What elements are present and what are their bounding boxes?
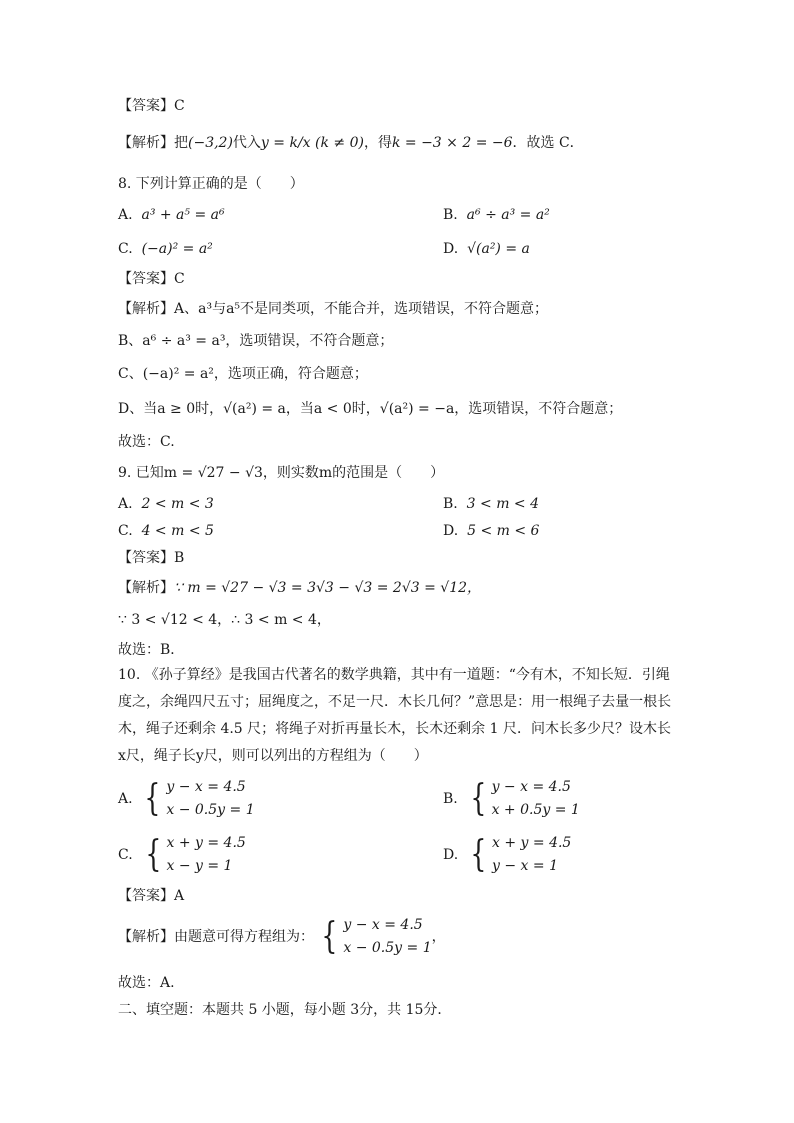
q9-option-a [118, 494, 214, 514]
q8-option-d [443, 239, 530, 259]
q10-answer: 【答案】A [118, 888, 185, 904]
q10-analysis-tail: ， [431, 929, 446, 945]
q10-option-c-system [142, 832, 246, 878]
q10-option-c [118, 832, 246, 878]
q10-option-d-eq1: x + y = 4.5 [492, 835, 572, 851]
q10-option-a-label: A. [118, 791, 133, 807]
brace-icon: { [470, 834, 487, 875]
q10-option-d-eq2: y − x = 1 [492, 858, 558, 874]
q10-option-b-eq2: x + 0.5y = 1 [491, 802, 580, 818]
q10-option-d-label: D. [443, 847, 459, 863]
q10-analysis-label: 【解析】 [118, 929, 174, 945]
section2-heading: 二、填空题：本题共 5 小题，每小题 3分，共 15分． [118, 1002, 452, 1018]
q9-analysis-1 [118, 578, 481, 598]
q10-stem-line-1: 10. 《孙子算经》是我国古代著名的数学典籍，其中有一道题：“今有木，不知长短．引绳 [118, 667, 670, 683]
brace-icon: { [470, 778, 487, 819]
q7-analysis-label: 【解析】 [118, 135, 174, 151]
q10-option-a [118, 776, 255, 822]
q10-stem-line-2: 度之，余绳四尺五寸；屈绳度之，不足一尺．木长几何？”意思是：用一根绳子去量一根长 [118, 694, 672, 710]
q9-option-c [118, 521, 214, 541]
q9-option-c-label: C. [118, 523, 133, 539]
q8-stem: 8. 下列计算正确的是（ ） [118, 176, 304, 192]
q10-option-b-system [467, 776, 580, 822]
q9-answer: 【答案】B [118, 550, 185, 566]
q8-conclusion: 故选：C. [118, 434, 175, 450]
q10-option-b-eq1: y − x = 4.5 [491, 779, 571, 795]
q10-option-b-label: B. [443, 791, 458, 807]
q10-analysis-eq1: y − x = 4.5 [343, 917, 423, 933]
q8-option-c-expr: (−a)² = a² [141, 241, 213, 257]
q10-analysis-text: 由题意可得方程组为： [174, 929, 314, 945]
q9-conclusion: 故选：B． [118, 642, 185, 658]
q9-option-b-label: B. [443, 496, 458, 512]
q7-analysis-text-d: ．故选 C． [512, 135, 584, 151]
q10-stem-line-4: x尺，绳子长y尺，则可以列出的方程组为（ ） [118, 748, 428, 764]
q10-option-a-eq2: x − 0.5y = 1 [166, 802, 255, 818]
q10-option-a-eq1: y − x = 4.5 [166, 779, 246, 795]
q8-option-b [443, 205, 550, 225]
q8-option-d-label: D. [443, 241, 459, 257]
q8-analysis-d: D、当a ≥ 0时，√(a²) = a，当a < 0时，√(a²) = −a，选项错误，不符合题意； [118, 401, 623, 417]
q10-option-b [443, 776, 580, 822]
q10-analysis-system [318, 914, 431, 960]
q9-stem: 9. 已知m = √27 − √3，则实数m的范围是（ ） [118, 465, 445, 481]
q10-analysis [118, 914, 446, 960]
q7-analysis-text-a: 把 [174, 135, 188, 151]
q7-function: y = k/x (k ≠ 0) [260, 135, 364, 151]
q7-analysis-text-b: 代入 [232, 135, 261, 151]
q8-option-b-label: B. [443, 207, 458, 223]
q9-analysis-2: ∵ 3 < √12 < 4，∴ 3 < m < 4， [118, 612, 331, 628]
q8-option-c-label: C. [118, 241, 133, 257]
q10-conclusion: 故选：A. [118, 975, 175, 991]
q9-option-d-expr: 5 < m < 6 [467, 523, 540, 539]
q9-option-b-expr: 3 < m < 4 [466, 496, 540, 512]
q10-option-a-system [141, 776, 254, 822]
q9-option-c-expr: 4 < m < 5 [141, 523, 214, 539]
q10-option-d [443, 832, 571, 878]
q7-analysis-text-c: ，得 [363, 135, 392, 151]
q10-analysis-eq2: x − 0.5y = 1 [343, 940, 432, 956]
q7-answer: 【答案】C [118, 98, 185, 114]
q8-analysis-line-a: A、a³与a⁵不是同类项，不能合并，选项错误，不符合题意； [174, 301, 549, 317]
q10-option-c-eq2: x − y = 1 [166, 858, 233, 874]
q10-option-d-system [467, 832, 571, 878]
brace-icon: { [145, 834, 162, 875]
q8-answer: 【答案】C [118, 271, 185, 287]
q7-point: (−3,2) [188, 135, 233, 151]
q8-option-a-expr: a³ + a⁵ = a⁶ [141, 207, 225, 223]
q9-analysis-label: 【解析】 [118, 580, 174, 596]
q9-option-d-label: D. [443, 523, 459, 539]
brace-icon: { [144, 778, 161, 819]
q8-analysis-b: B、a⁶ ÷ a³ = a³，选项错误，不符合题意； [118, 333, 394, 349]
q8-option-a-label: A. [118, 207, 133, 223]
q8-analysis-a [118, 299, 548, 319]
q8-option-d-expr: √(a²) = a [467, 241, 530, 257]
q8-option-b-expr: a⁶ ÷ a³ = a² [466, 207, 550, 223]
q9-option-b [443, 494, 539, 514]
q10-option-c-eq1: x + y = 4.5 [166, 835, 246, 851]
q8-analysis-label: 【解析】 [118, 301, 174, 317]
brace-icon: { [321, 916, 338, 957]
q8-option-a [118, 205, 225, 225]
q9-option-a-label: A. [118, 496, 133, 512]
q10-stem-line-3: 木，绳子还剩余 4.5 尺；将绳子对折再量长木，长木还剩余 1 尺．问木长多少尺？设木长 [118, 721, 671, 737]
q8-option-c [118, 239, 213, 259]
q10-option-c-label: C. [118, 847, 133, 863]
q9-analysis-line-1: ∵ m = √27 − √3 = 3√3 − √3 = 2√3 = √12， [174, 580, 482, 596]
q7-analysis [118, 133, 584, 153]
q9-option-d [443, 521, 539, 541]
q8-analysis-c: C、(−a)² = a²，选项正确，符合题意； [118, 366, 368, 382]
q9-option-a-expr: 2 < m < 3 [141, 496, 214, 512]
q7-result: k = −3 × 2 = −6 [391, 135, 513, 151]
